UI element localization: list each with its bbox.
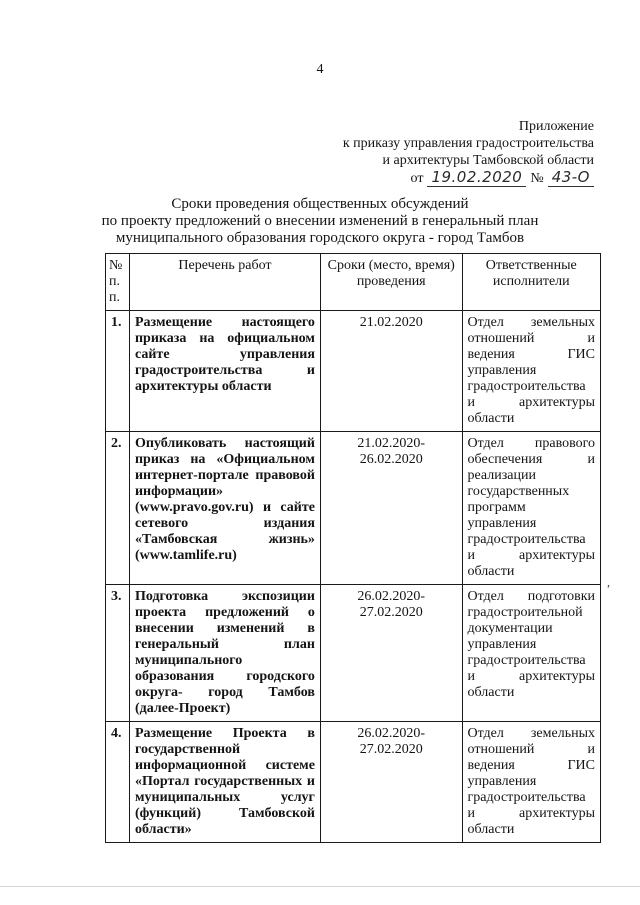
row-responsible: Отдел подготовки градостроительной документации управления градостроительства и архитектуры области [462,585,600,722]
row-date: 26.02.2020-27.02.2020 [320,722,462,843]
appendix-date-line [343,169,594,187]
page-edge-rule [0,886,640,887]
table-row [106,432,601,585]
page-number: 4 [316,62,324,77]
date-prefix: от [410,171,424,186]
schedule-table [105,253,601,843]
row-work: Подготовка экспозиции проекта предложений о внесении изменений в генеральный план муниципального образования городского округа- город Тамбов (далее-Проект) [129,585,320,722]
row-work: Размещение настоящего приказа на официальном сайте управления градостроительства и архитектуры области [129,311,320,432]
scan-speck: , [607,575,610,589]
handwritten-order-number: 43-О [548,169,594,187]
header-work: Перечень работ [129,254,320,311]
title-line-1: Сроки проведения общественных обсуждений [171,196,469,212]
row-date: 26.02.2020-27.02.2020 [320,585,462,722]
row-responsible: Отдел земельных отношений и ведения ГИС управления градостроительства и архитектуры области [462,722,600,843]
row-responsible: Отдел земельных отношений и ведения ГИС управления градостроительства и архитектуры области [462,311,600,432]
number-prefix: № [530,171,544,186]
row-num: 1. [106,311,130,432]
appendix-block [343,118,594,187]
title-line-3: муниципального образования городского округа - город Тамбов [115,230,525,246]
header-date: Сроки (место, время) проведения [320,254,462,311]
handwritten-date: 19.02.2020 [427,169,526,187]
title-line-2: по проекту предложений о внесении изменений в генеральный план [101,213,539,229]
document-title [0,196,640,247]
row-num: 2. [106,432,130,585]
row-work: Размещение Проекта в государственной информационной системе «Портал государственных и муниципальных услуг (функций) Тамбовской области» [129,722,320,843]
appendix-authority: и архитектуры Тамбовской области [382,153,594,168]
row-date: 21.02.2020 [320,311,462,432]
row-date: 21.02.2020-26.02.2020 [320,432,462,585]
table-header-row [106,254,601,311]
header-responsible: Ответственные исполнители [462,254,600,311]
table-row [106,585,601,722]
header-num: № п. п. [106,254,130,311]
appendix-heading: Приложение [518,119,594,134]
table-row [106,311,601,432]
table-row [106,722,601,843]
row-work: Опубликовать настоящий приказ на «Официальном интернет-портале правовой информации» (www.pravo.gov.ru) и сайте сетевого издания «Тамбовская жизнь» (www.tamlife.ru) [129,432,320,585]
appendix-order-ref: к приказу управления градостроительства [342,136,594,151]
row-responsible: Отдел правового обеспечения и реализации государственных программ управления градостроительства и архитектуры области [462,432,600,585]
row-num: 3. [106,585,130,722]
row-num: 4. [106,722,130,843]
